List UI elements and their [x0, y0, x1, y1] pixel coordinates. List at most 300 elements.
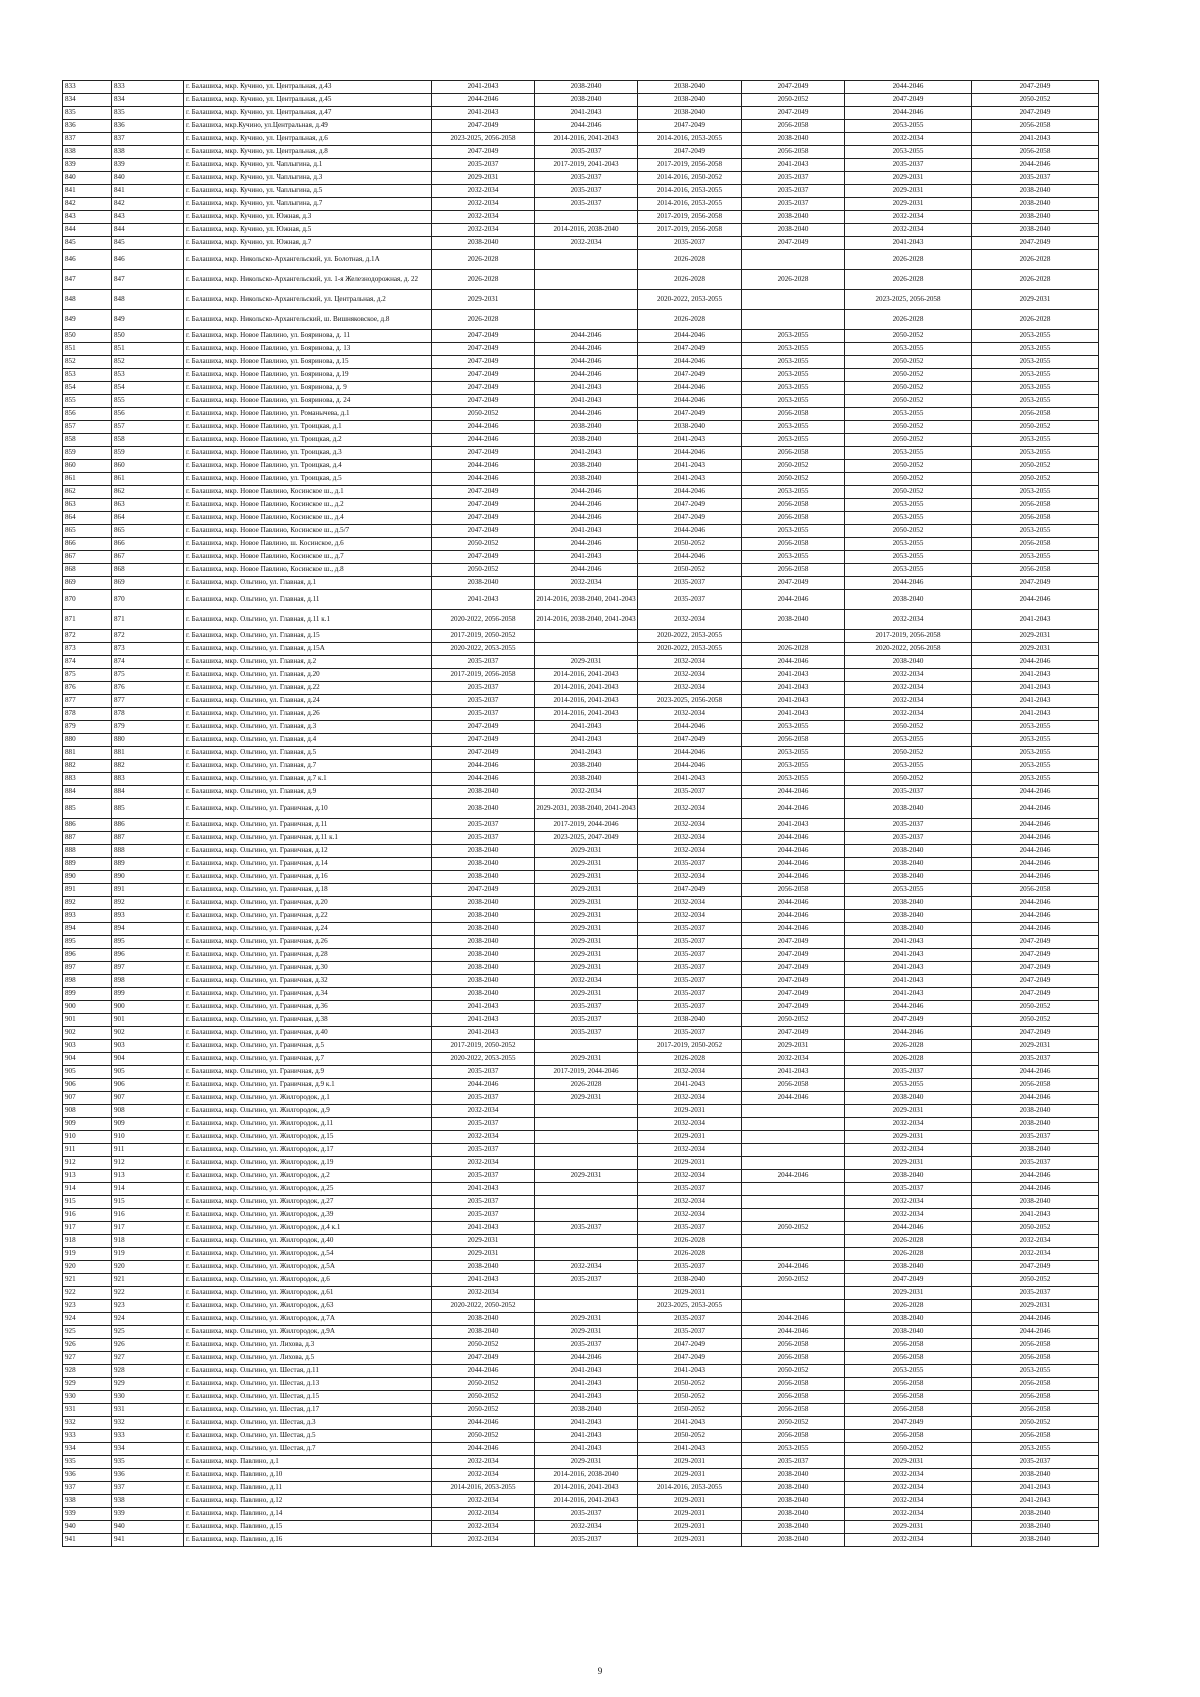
row-number-cell: 883 [63, 773, 112, 786]
period-2-cell: 2014-2016, 2041-2043 [535, 682, 638, 695]
period-2-cell [535, 250, 638, 270]
period-4-cell [742, 250, 845, 270]
table-row [63, 237, 1099, 250]
period-2-cell: 2014-2016, 2041-2043 [535, 1495, 638, 1508]
period-6-cell: 2044-2046 [972, 897, 1099, 910]
registry-number-cell: 877 [112, 695, 184, 708]
period-1-cell: 2044-2046 [432, 773, 535, 786]
period-3-cell: 2038-2040 [638, 1014, 742, 1027]
table-row [63, 1352, 1099, 1365]
table-row [63, 1092, 1099, 1105]
registry-number-cell: 854 [112, 382, 184, 395]
registry-number-cell: 840 [112, 172, 184, 185]
period-2-cell [535, 1118, 638, 1131]
period-1-cell: 2032-2034 [432, 1157, 535, 1170]
registry-number-cell: 835 [112, 107, 184, 120]
period-1-cell: 2050-2052 [432, 408, 535, 421]
period-5-cell: 2050-2052 [845, 421, 972, 434]
period-4-cell: 2050-2052 [742, 460, 845, 473]
period-3-cell: 2032-2034 [638, 1144, 742, 1157]
period-3-cell: 2044-2046 [638, 447, 742, 460]
period-5-cell: 2038-2040 [845, 923, 972, 936]
registry-number-cell: 858 [112, 434, 184, 447]
row-number-cell: 880 [63, 734, 112, 747]
period-5-cell: 2041-2043 [845, 936, 972, 949]
period-2-cell: 2038-2040 [535, 460, 638, 473]
row-number-cell: 911 [63, 1144, 112, 1157]
row-number-cell: 878 [63, 708, 112, 721]
period-1-cell: 2047-2049 [432, 356, 535, 369]
table-row [63, 382, 1099, 395]
row-number-cell: 890 [63, 871, 112, 884]
address-cell: г. Балашиха, мкр. Ольгино, ул. Жилгородок, д.7А [184, 1313, 432, 1326]
period-1-cell: 2038-2040 [432, 988, 535, 1001]
period-3-cell: 2041-2043 [638, 460, 742, 473]
period-1-cell: 2047-2049 [432, 146, 535, 159]
period-4-cell: 2056-2058 [742, 1079, 845, 1092]
registry-number-cell: 870 [112, 590, 184, 610]
period-5-cell: 2026-2028 [845, 310, 972, 330]
period-1-cell: 2017-2019, 2050-2052 [432, 630, 535, 643]
row-number-cell: 882 [63, 760, 112, 773]
period-6-cell: 2047-2049 [972, 107, 1099, 120]
registry-number-cell: 833 [112, 81, 184, 94]
period-1-cell: 2032-2034 [432, 1534, 535, 1547]
address-cell: г. Балашиха, мкр. Ольгино, ул. Главная, д.1 [184, 577, 432, 590]
table-row [63, 832, 1099, 845]
table-row [63, 923, 1099, 936]
period-5-cell: 2050-2052 [845, 525, 972, 538]
period-6-cell: 2047-2049 [972, 962, 1099, 975]
period-5-cell: 2056-2058 [845, 1404, 972, 1417]
address-cell: г. Балашиха, мкр. Ольгино, ул. Главная, д.11 [184, 590, 432, 610]
address-cell: г. Балашиха, мкр. Кучино, ул. Чаплыгина, д.5 [184, 185, 432, 198]
period-1-cell: 2023-2025, 2056-2058 [432, 133, 535, 146]
registry-number-cell: 879 [112, 721, 184, 734]
row-number-cell: 917 [63, 1222, 112, 1235]
period-4-cell: 2038-2040 [742, 133, 845, 146]
registry-number-cell: 898 [112, 975, 184, 988]
period-4-cell: 2056-2058 [742, 1352, 845, 1365]
period-4-cell: 2047-2049 [742, 936, 845, 949]
period-5-cell: 2056-2058 [845, 1391, 972, 1404]
address-cell: г. Балашиха, мкр. Ольгино, ул. Жилгородок, д.19 [184, 1157, 432, 1170]
period-4-cell [742, 1248, 845, 1261]
registry-number-cell: 918 [112, 1235, 184, 1248]
period-1-cell: 2050-2052 [432, 1430, 535, 1443]
period-3-cell: 2050-2052 [638, 1378, 742, 1391]
period-5-cell: 2032-2034 [845, 211, 972, 224]
period-4-cell: 2044-2046 [742, 1326, 845, 1339]
address-cell: г. Балашиха, мкр. Новое Павлино, Косинское ш., д.5/7 [184, 525, 432, 538]
period-5-cell: 2050-2052 [845, 773, 972, 786]
period-6-cell: 2050-2052 [972, 1222, 1099, 1235]
row-number-cell: 852 [63, 356, 112, 369]
address-cell: г. Балашиха, мкр. Кучино, ул. Центральная, д.47 [184, 107, 432, 120]
period-5-cell: 2029-2031 [845, 198, 972, 211]
registry-number-cell: 932 [112, 1417, 184, 1430]
table-row [63, 1482, 1099, 1495]
period-3-cell: 2014-2016, 2050-2052 [638, 172, 742, 185]
table-row [63, 499, 1099, 512]
period-4-cell: 2041-2043 [742, 695, 845, 708]
period-6-cell: 2053-2055 [972, 734, 1099, 747]
table-row [63, 369, 1099, 382]
period-1-cell: 2047-2049 [432, 395, 535, 408]
period-2-cell [535, 1209, 638, 1222]
period-1-cell: 2035-2037 [432, 656, 535, 669]
period-3-cell: 2032-2034 [638, 669, 742, 682]
period-2-cell: 2041-2043 [535, 1391, 638, 1404]
row-number-cell: 928 [63, 1365, 112, 1378]
period-6-cell: 2053-2055 [972, 395, 1099, 408]
address-cell: г. Балашиха, мкр. Кучино, ул. Центральная, д.43 [184, 81, 432, 94]
period-4-cell: 2050-2052 [742, 1014, 845, 1027]
table-row [63, 310, 1099, 330]
period-6-cell: 2053-2055 [972, 356, 1099, 369]
row-number-cell: 835 [63, 107, 112, 120]
registry-number-cell: 843 [112, 211, 184, 224]
period-6-cell: 2044-2046 [972, 786, 1099, 799]
period-2-cell: 2023-2025, 2047-2049 [535, 832, 638, 845]
row-number-cell: 836 [63, 120, 112, 133]
table-row [63, 185, 1099, 198]
period-4-cell: 2038-2040 [742, 610, 845, 630]
period-1-cell: 2050-2052 [432, 1339, 535, 1352]
period-1-cell: 2038-2040 [432, 237, 535, 250]
period-5-cell: 2038-2040 [845, 1313, 972, 1326]
period-4-cell: 2056-2058 [742, 499, 845, 512]
period-6-cell: 2053-2055 [972, 747, 1099, 760]
period-1-cell: 2029-2031 [432, 1248, 535, 1261]
period-6-cell: 2053-2055 [972, 525, 1099, 538]
period-6-cell: 2050-2052 [972, 1417, 1099, 1430]
period-1-cell: 2035-2037 [432, 832, 535, 845]
table-row [63, 94, 1099, 107]
row-number-cell: 907 [63, 1092, 112, 1105]
address-cell: г. Балашиха, мкр. Новое Павлино, ул. Троицкая, д.3 [184, 447, 432, 460]
period-2-cell: 2041-2043 [535, 721, 638, 734]
period-4-cell: 2035-2037 [742, 1456, 845, 1469]
period-2-cell: 2035-2037 [535, 172, 638, 185]
row-number-cell: 869 [63, 577, 112, 590]
row-number-cell: 934 [63, 1443, 112, 1456]
period-6-cell: 2056-2058 [972, 884, 1099, 897]
period-2-cell: 2038-2040 [535, 773, 638, 786]
period-5-cell: 2038-2040 [845, 656, 972, 669]
period-4-cell: 2053-2055 [742, 343, 845, 356]
table-row [63, 538, 1099, 551]
address-cell: г. Балашиха, мкр. Ольгино, ул. Граничная, д.24 [184, 923, 432, 936]
period-5-cell: 2032-2034 [845, 133, 972, 146]
period-2-cell: 2029-2031 [535, 962, 638, 975]
period-2-cell: 2032-2034 [535, 975, 638, 988]
period-2-cell: 2032-2034 [535, 237, 638, 250]
row-number-cell: 908 [63, 1105, 112, 1118]
period-6-cell: 2038-2040 [972, 1521, 1099, 1534]
registry-number-cell: 907 [112, 1092, 184, 1105]
period-6-cell: 2044-2046 [972, 1170, 1099, 1183]
period-4-cell: 2035-2037 [742, 172, 845, 185]
row-number-cell: 850 [63, 330, 112, 343]
period-6-cell: 2026-2028 [972, 250, 1099, 270]
address-cell: г. Балашиха, мкр. Ольгино, ул. Жилгородок, д.5А [184, 1261, 432, 1274]
period-4-cell: 2047-2049 [742, 577, 845, 590]
period-1-cell: 2041-2043 [432, 81, 535, 94]
period-1-cell: 2047-2049 [432, 721, 535, 734]
row-number-cell: 840 [63, 172, 112, 185]
period-2-cell: 2035-2037 [535, 1014, 638, 1027]
period-3-cell: 2035-2037 [638, 988, 742, 1001]
period-2-cell: 2014-2016, 2038-2040 [535, 1469, 638, 1482]
period-1-cell: 2041-2043 [432, 1183, 535, 1196]
period-5-cell: 2050-2052 [845, 473, 972, 486]
address-cell: г. Балашиха, мкр. Новое Павлино, ул. Бояринова, д. 24 [184, 395, 432, 408]
period-1-cell: 2035-2037 [432, 1170, 535, 1183]
registry-number-cell: 937 [112, 1482, 184, 1495]
period-3-cell: 2017-2019, 2056-2058 [638, 211, 742, 224]
table-row [63, 721, 1099, 734]
table-row [63, 845, 1099, 858]
row-number-cell: 914 [63, 1183, 112, 1196]
table-row [63, 408, 1099, 421]
period-2-cell [535, 1040, 638, 1053]
registry-number-cell: 941 [112, 1534, 184, 1547]
row-number-cell: 842 [63, 198, 112, 211]
period-2-cell: 2038-2040 [535, 1404, 638, 1417]
registry-number-cell: 931 [112, 1404, 184, 1417]
registry-number-cell: 914 [112, 1183, 184, 1196]
registry-number-cell: 939 [112, 1508, 184, 1521]
period-1-cell: 2038-2040 [432, 799, 535, 819]
period-5-cell: 2029-2031 [845, 1287, 972, 1300]
table-row [63, 1040, 1099, 1053]
period-6-cell: 2044-2046 [972, 656, 1099, 669]
period-5-cell: 2035-2037 [845, 1066, 972, 1079]
row-number-cell: 912 [63, 1157, 112, 1170]
period-2-cell: 2035-2037 [535, 1001, 638, 1014]
row-number-cell: 848 [63, 290, 112, 310]
table-row [63, 1157, 1099, 1170]
row-number-cell: 924 [63, 1313, 112, 1326]
registry-number-cell: 919 [112, 1248, 184, 1261]
period-4-cell: 2056-2058 [742, 1378, 845, 1391]
row-number-cell: 897 [63, 962, 112, 975]
period-3-cell: 2047-2049 [638, 343, 742, 356]
period-2-cell: 2038-2040 [535, 94, 638, 107]
row-number-cell: 855 [63, 395, 112, 408]
period-5-cell: 2038-2040 [845, 799, 972, 819]
period-5-cell: 2032-2034 [845, 1482, 972, 1495]
row-number-cell: 844 [63, 224, 112, 237]
address-cell: г. Балашиха, мкр. Ольгино, ул. Жилгородок, д.40 [184, 1235, 432, 1248]
registry-number-cell: 910 [112, 1131, 184, 1144]
table-row [63, 1300, 1099, 1313]
period-4-cell [742, 1118, 845, 1131]
row-number-cell: 933 [63, 1430, 112, 1443]
period-1-cell: 2032-2034 [432, 185, 535, 198]
table-row [63, 656, 1099, 669]
period-3-cell: 2035-2037 [638, 936, 742, 949]
period-6-cell: 2047-2049 [972, 577, 1099, 590]
row-number-cell: 922 [63, 1287, 112, 1300]
period-3-cell: 2041-2043 [638, 1079, 742, 1092]
period-3-cell: 2044-2046 [638, 747, 742, 760]
row-number-cell: 892 [63, 897, 112, 910]
period-4-cell: 2047-2049 [742, 107, 845, 120]
period-3-cell: 2032-2034 [638, 799, 742, 819]
address-cell: г. Балашиха, мкр. Ольгино, ул. Шестая, д.15 [184, 1391, 432, 1404]
period-1-cell: 2038-2040 [432, 871, 535, 884]
table-row [63, 343, 1099, 356]
period-1-cell: 2047-2049 [432, 330, 535, 343]
period-5-cell: 2053-2055 [845, 760, 972, 773]
period-5-cell: 2053-2055 [845, 499, 972, 512]
address-cell: г. Балашиха, мкр. Павлино, д.14 [184, 1508, 432, 1521]
row-number-cell: 851 [63, 343, 112, 356]
period-6-cell: 2053-2055 [972, 760, 1099, 773]
period-2-cell: 2035-2037 [535, 1339, 638, 1352]
period-5-cell: 2020-2022, 2056-2058 [845, 643, 972, 656]
period-4-cell [742, 1196, 845, 1209]
period-6-cell: 2053-2055 [972, 486, 1099, 499]
period-2-cell: 2044-2046 [535, 1352, 638, 1365]
period-2-cell: 2014-2016, 2041-2043 [535, 708, 638, 721]
period-3-cell: 2029-2031 [638, 1521, 742, 1534]
period-2-cell: 2041-2043 [535, 525, 638, 538]
period-3-cell: 2026-2028 [638, 1053, 742, 1066]
period-2-cell: 2044-2046 [535, 512, 638, 525]
table-row [63, 610, 1099, 630]
period-4-cell: 2050-2052 [742, 1222, 845, 1235]
period-1-cell: 2044-2046 [432, 1079, 535, 1092]
period-2-cell: 2044-2046 [535, 356, 638, 369]
period-4-cell: 2056-2058 [742, 734, 845, 747]
table-row [63, 630, 1099, 643]
period-3-cell: 2050-2052 [638, 538, 742, 551]
row-number-cell: 916 [63, 1209, 112, 1222]
period-3-cell: 2020-2022, 2053-2055 [638, 643, 742, 656]
period-3-cell: 2014-2016, 2053-2055 [638, 1482, 742, 1495]
address-cell: г. Балашиха, мкр. Новое Павлино, Косинское ш., д.8 [184, 564, 432, 577]
period-3-cell: 2032-2034 [638, 656, 742, 669]
address-cell: г. Балашиха, мкр. Ольгино, ул. Граничная, д.36 [184, 1001, 432, 1014]
period-6-cell: 2038-2040 [972, 1534, 1099, 1547]
period-2-cell [535, 1105, 638, 1118]
period-5-cell: 2038-2040 [845, 897, 972, 910]
period-1-cell: 2035-2037 [432, 695, 535, 708]
period-2-cell [535, 211, 638, 224]
registry-number-cell: 917 [112, 1222, 184, 1235]
registry-number-cell: 940 [112, 1521, 184, 1534]
period-4-cell: 2053-2055 [742, 721, 845, 734]
period-3-cell: 2047-2049 [638, 1352, 742, 1365]
period-3-cell: 2050-2052 [638, 1404, 742, 1417]
period-4-cell: 2053-2055 [742, 382, 845, 395]
row-number-cell: 921 [63, 1274, 112, 1287]
page-number: 9 [597, 1666, 603, 1676]
period-5-cell: 2044-2046 [845, 1001, 972, 1014]
table-row [63, 1079, 1099, 1092]
registry-number-cell: 929 [112, 1378, 184, 1391]
period-3-cell: 2029-2031 [638, 1508, 742, 1521]
address-cell: г. Балашиха, мкр. Никольско-Архангельский, ул. 1-я Железнодорожная, д. 22 [184, 270, 432, 290]
row-number-cell: 919 [63, 1248, 112, 1261]
period-2-cell [535, 1196, 638, 1209]
registry-number-cell: 885 [112, 799, 184, 819]
period-2-cell: 2038-2040 [535, 81, 638, 94]
registry-number-cell: 927 [112, 1352, 184, 1365]
address-cell: г. Балашиха, мкр. Ольгино, ул. Жилгородок, д.15 [184, 1131, 432, 1144]
row-number-cell: 841 [63, 185, 112, 198]
period-6-cell: 2056-2058 [972, 146, 1099, 159]
table-row [63, 734, 1099, 747]
table-row [63, 1014, 1099, 1027]
table-row [63, 1183, 1099, 1196]
period-1-cell: 2020-2022, 2056-2058 [432, 610, 535, 630]
period-5-cell: 2053-2055 [845, 551, 972, 564]
registry-number-cell: 881 [112, 747, 184, 760]
period-1-cell: 2047-2049 [432, 884, 535, 897]
row-number-cell: 931 [63, 1404, 112, 1417]
period-4-cell: 2047-2049 [742, 962, 845, 975]
period-3-cell: 2035-2037 [638, 590, 742, 610]
address-cell: г. Балашиха, мкр. Ольгино, ул. Жилгородок, д.63 [184, 1300, 432, 1313]
period-3-cell: 2050-2052 [638, 1391, 742, 1404]
period-4-cell: 2041-2043 [742, 819, 845, 832]
table-row [63, 760, 1099, 773]
address-cell: г. Балашиха, мкр. Ольгино, ул. Главная, д.7 к.1 [184, 773, 432, 786]
row-number-cell: 929 [63, 1378, 112, 1391]
period-3-cell: 2041-2043 [638, 1365, 742, 1378]
period-3-cell: 2044-2046 [638, 525, 742, 538]
address-cell: г. Балашиха, мкр. Павлино, д.16 [184, 1534, 432, 1547]
address-cell: г. Балашиха, мкр. Павлино, д.11 [184, 1482, 432, 1495]
period-3-cell: 2035-2037 [638, 1222, 742, 1235]
address-cell: г. Балашиха, мкр. Ольгино, ул. Главная, д.20 [184, 669, 432, 682]
period-3-cell: 2044-2046 [638, 721, 742, 734]
period-4-cell: 2044-2046 [742, 786, 845, 799]
row-number-cell: 853 [63, 369, 112, 382]
row-number-cell: 849 [63, 310, 112, 330]
period-3-cell: 2044-2046 [638, 551, 742, 564]
row-number-cell: 871 [63, 610, 112, 630]
period-4-cell [742, 1105, 845, 1118]
address-cell: г. Балашиха, мкр. Кучино, ул. Чаплыгина, д.3 [184, 172, 432, 185]
table-row [63, 1430, 1099, 1443]
table-row [63, 486, 1099, 499]
address-cell: г. Балашиха, мкр. Кучино, ул. Чаплыгина, д.7 [184, 198, 432, 211]
period-4-cell: 2056-2058 [742, 1430, 845, 1443]
period-2-cell: 2041-2043 [535, 734, 638, 747]
registry-number-cell: 859 [112, 447, 184, 460]
registry-number-cell: 923 [112, 1300, 184, 1313]
period-5-cell: 2032-2034 [845, 1196, 972, 1209]
period-1-cell: 2035-2037 [432, 159, 535, 172]
row-number-cell: 896 [63, 949, 112, 962]
registry-number-cell: 901 [112, 1014, 184, 1027]
row-number-cell: 856 [63, 408, 112, 421]
address-cell: г. Балашиха, мкр. Ольгино, ул. Главная, д.9 [184, 786, 432, 799]
period-1-cell: 2047-2049 [432, 551, 535, 564]
registry-number-cell: 906 [112, 1079, 184, 1092]
period-2-cell: 2041-2043 [535, 1430, 638, 1443]
period-4-cell: 2053-2055 [742, 525, 845, 538]
period-5-cell: 2041-2043 [845, 949, 972, 962]
registry-number-cell: 903 [112, 1040, 184, 1053]
period-3-cell: 2047-2049 [638, 408, 742, 421]
period-3-cell: 2032-2034 [638, 1196, 742, 1209]
